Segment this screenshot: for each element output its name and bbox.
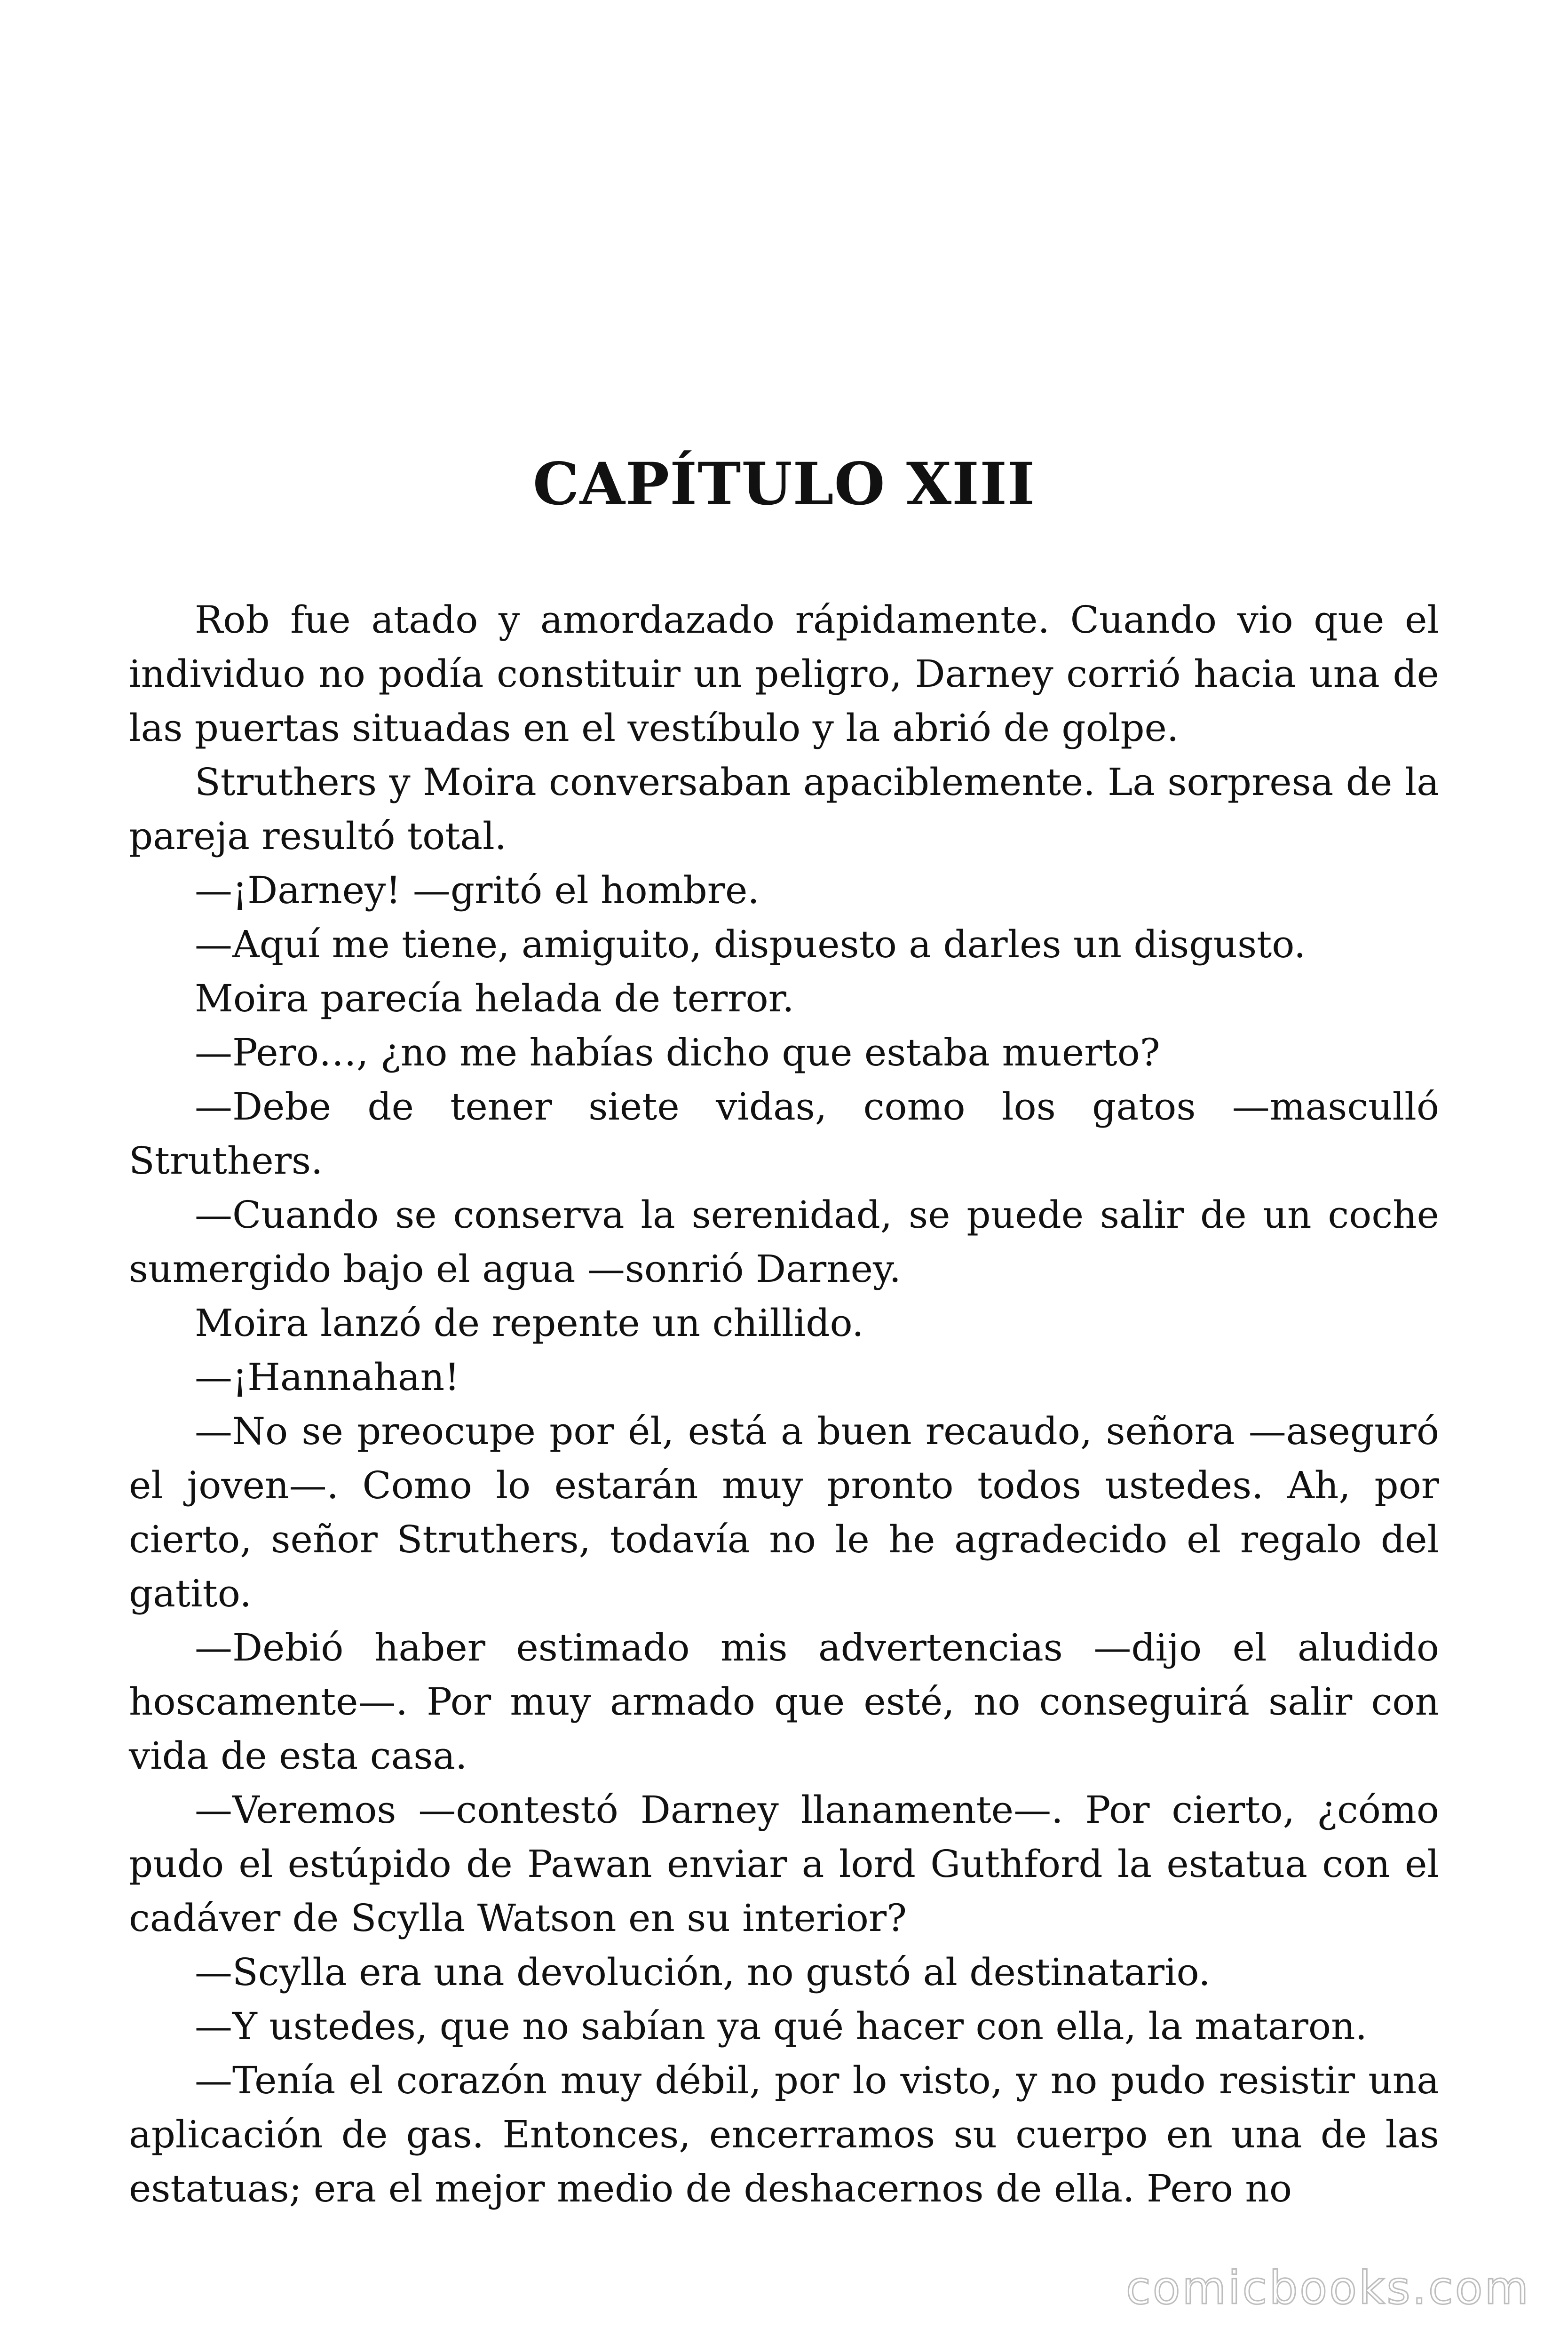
paragraph: —Tenía el corazón muy débil, por lo visto, y no pudo resistir una aplicación de gas. Entonces, encerramos su cuerpo en una de las estatuas; era el mejor medio de deshacernos de ella. Pero no: [129, 2058, 1439, 2210]
paragraph: —Aquí me tiene, amiguito, dispuesto a darles un disgusto.: [195, 922, 1306, 966]
paragraph: —Debe de tener siete vidas, como los gatos —masculló Struthers.: [129, 1085, 1439, 1183]
paragraph: —¡Hannahan!: [195, 1355, 460, 1399]
chapter-title: CAPÍTULO XIII: [532, 450, 1036, 518]
paragraph: —¡Darney! —gritó el hombre.: [195, 868, 760, 912]
paragraph: —Scylla era una devolución, no gustó al destinatario.: [195, 1950, 1211, 1994]
paragraph: —Veremos —contestó Darney llanamente—. Por cierto, ¿cómo pudo el estúpido de Pawan enviar a lord Guthford la estatua con el cadáver de Scylla Watson en su interior?: [129, 1788, 1439, 1940]
watermark-logo: comicbooks.com: [1125, 2262, 1530, 2314]
paragraph: Moira lanzó de repente un chillido.: [195, 1301, 864, 1345]
paragraph: Moira parecía helada de terror.: [195, 977, 794, 1020]
paragraph: Struthers y Moira conversaban apaciblemente. La sorpresa de la pareja resultó total.: [129, 760, 1439, 858]
chapter-text: [129, 593, 1439, 2216]
paragraph: —Pero…, ¿no me habías dicho que estaba muerto?: [195, 1031, 1160, 1074]
paragraph: —Y ustedes, que no sabían ya qué hacer con ella, la mataron.: [195, 2004, 1367, 2048]
paragraph: —Cuando se conserva la serenidad, se puede salir de un coche sumergido bajo el agua —sonrió Darney.: [129, 1193, 1439, 1291]
paragraph: —Debió haber estimado mis advertencias —dijo el aludido hoscamente—. Por muy armado que esté, no conseguirá salir con vida de esta casa.: [129, 1626, 1439, 1778]
paragraph: —No se preocupe por él, está a buen recaudo, señora —aseguró el joven—. Como lo estarán muy pronto todos ustedes. Ah, por cierto, señor Struthers, todavía no le he agradecido el regalo del gatito.: [129, 1409, 1439, 1615]
paragraph: Rob fue atado y amordazado rápidamente. Cuando vio que el individuo no podía constituir un peligro, Darney corrió hacia una de las puertas situadas en el vestíbulo y la abrió de golpe.: [129, 598, 1439, 750]
